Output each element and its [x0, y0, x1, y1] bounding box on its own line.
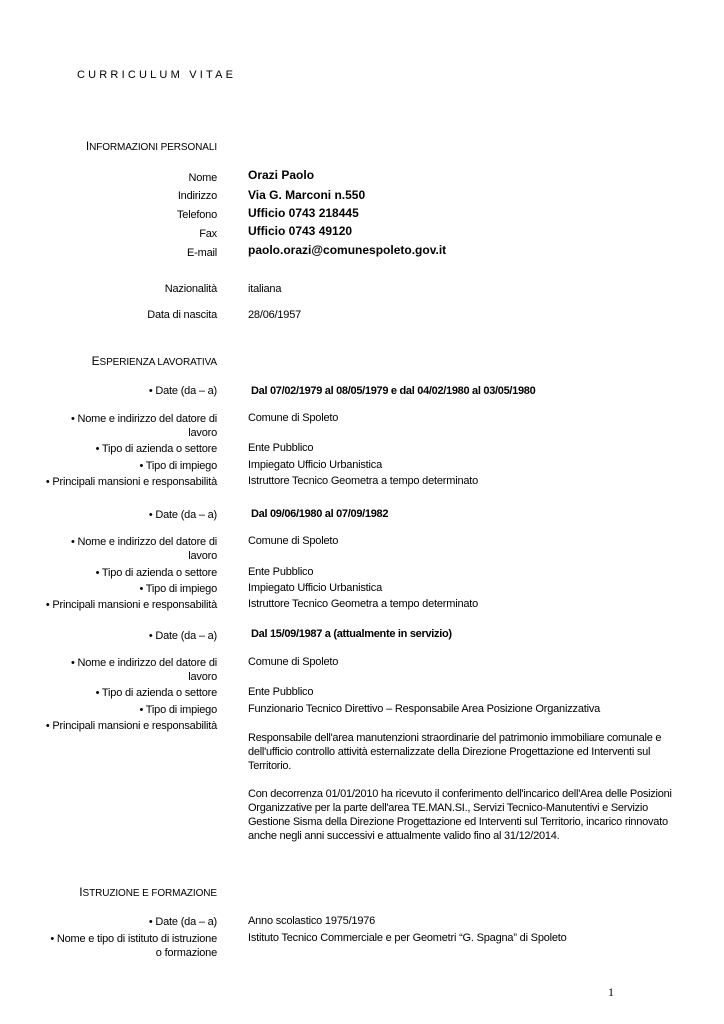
- nationality-label: Nazionalità: [164, 283, 217, 295]
- exp3-jobtype: Funzionario Tecnico Direttivo – Responsabile Area Posizione Organizzativa: [248, 703, 601, 715]
- exp3-employer-label-2: lavoro: [188, 671, 217, 683]
- exp1-date: Dal 07/02/1979 al 08/05/1979 e dal 04/02/1980 al 03/05/1980: [251, 385, 536, 397]
- exp3-duties-paragraph-1: Responsabile dell'area manutenzioni straordinarie del patrimonio immobiliare comunale e dell'ufficio controllo attività esternalizzate della Direzione Progettazione ed Interventi sul Territorio.: [248, 732, 662, 772]
- birth-label: Data di nascita: [147, 309, 217, 321]
- name-value: Orazi Paolo: [248, 168, 315, 182]
- exp1-employer: Comune di Spoleto: [248, 412, 339, 424]
- exp2-date-label: • Date (da – a): [148, 509, 217, 521]
- exp3-sector: Ente Pubblico: [248, 686, 314, 698]
- phone-label: Telefono: [177, 209, 217, 221]
- edu-institute-label-1: • Nome e tipo di istituto di istruzione: [50, 933, 217, 945]
- exp3-duties-label: • Principali mansioni e responsabilità: [45, 720, 217, 732]
- email-label: E-mail: [187, 247, 217, 259]
- exp3-date-label: • Date (da – a): [148, 630, 217, 642]
- exp2-employer-label-2: lavoro: [188, 550, 217, 562]
- exp3-date: Dal 15/09/1987 a (attualmente in servizio): [251, 628, 452, 640]
- exp1-duties-label: • Principali mansioni e responsabilità: [45, 476, 217, 488]
- exp1-sector-label: • Tipo di azienda o settore: [95, 443, 217, 455]
- exp3-employer-label-1: • Nome e indirizzo del datore di: [70, 657, 217, 669]
- edu-institute-label-2: o formazione: [155, 947, 217, 959]
- edu-date-label: • Date (da – a): [148, 916, 217, 928]
- exp2-jobtype: Impiegato Ufficio Urbanistica: [248, 582, 383, 594]
- exp1-sector: Ente Pubblico: [248, 442, 314, 454]
- exp2-employer-label-1: • Nome e indirizzo del datore di: [70, 536, 217, 548]
- edu-date: Anno scolastico 1975/1976: [248, 915, 376, 927]
- edu-institute: Istituto Tecnico Commerciale e per Geometri “G. Spagna” di Spoleto: [248, 932, 567, 944]
- exp2-sector-label: • Tipo di azienda o settore: [95, 567, 217, 579]
- exp2-jobtype-label: • Tipo di impiego: [139, 583, 217, 595]
- exp1-jobtype: Impiegato Ufficio Urbanistica: [248, 459, 383, 471]
- exp2-employer: Comune di Spoleto: [248, 535, 339, 547]
- email-value[interactable]: paolo.orazi@comunespoleto.gov.it: [248, 243, 447, 257]
- exp3-jobtype-label: • Tipo di impiego: [139, 704, 217, 716]
- exp1-jobtype-label: • Tipo di impiego: [139, 460, 217, 472]
- exp1-duties: Istruttore Tecnico Geometra a tempo determinato: [248, 475, 479, 487]
- exp1-employer-label-2: lavoro: [188, 427, 217, 439]
- nationality-value: italiana: [248, 283, 282, 295]
- exp2-sector: Ente Pubblico: [248, 566, 314, 578]
- section-title-experience: ESPERIENZA LAVORATIVA: [91, 354, 217, 368]
- exp1-date-label: • Date (da – a): [148, 385, 217, 397]
- address-value: Via G. Marconi n.550: [248, 188, 366, 202]
- exp3-employer: Comune di Spoleto: [248, 656, 339, 668]
- section-title-personal: INFORMAZIONI PERSONALI: [85, 139, 217, 153]
- name-label: Nome: [188, 172, 217, 184]
- fax-value: Ufficio 0743 49120: [248, 224, 353, 238]
- address-label: Indirizzo: [177, 190, 217, 202]
- document-title: CURRICULUM VITAE: [77, 69, 237, 81]
- exp3-duties-paragraph-2: Con decorrenza 01/01/2010 ha ricevuto il conferimento dell'incarico dell'Area delle Posizioni Organizzative per la parte dell'area TE.MAN.SI., Servizi Tecnico-Manutentivi e Servizio Gestione Sisma della Direzione Progettazione ed Interventi sul Territorio, incarico rinnovato anche negli anni successivi e attualmente valido fino al 31/12/2014.: [248, 788, 672, 842]
- exp2-duties-label: • Principali mansioni e responsabilità: [45, 599, 217, 611]
- page-number: 1: [608, 985, 614, 999]
- exp1-employer-label-1: • Nome e indirizzo del datore di: [70, 413, 217, 425]
- fax-label: Fax: [199, 228, 217, 240]
- exp2-duties: Istruttore Tecnico Geometra a tempo determinato: [248, 598, 479, 610]
- exp3-sector-label: • Tipo di azienda o settore: [95, 687, 217, 699]
- exp2-date: Dal 09/06/1980 al 07/09/1982: [251, 508, 389, 520]
- section-title-education: ISTRUZIONE E FORMAZIONE: [79, 885, 217, 899]
- phone-value: Ufficio 0743 218445: [248, 206, 359, 220]
- birth-value: 28/06/1957: [248, 309, 302, 321]
